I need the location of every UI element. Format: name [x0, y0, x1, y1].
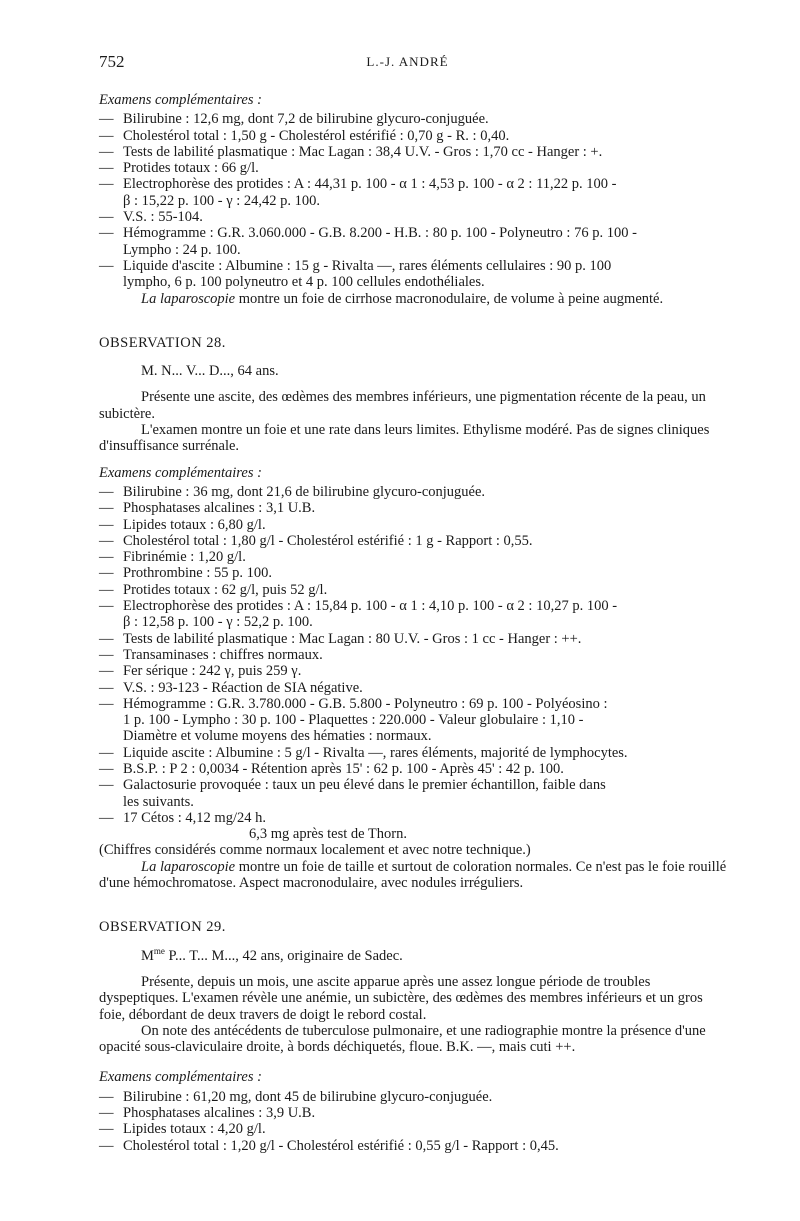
- list-item: — Bilirubine : 61,20 mg, dont 45 de bilirubine glycuro-conjuguée.: [99, 1088, 493, 1105]
- list-item: — V.S. : 55-104.: [99, 209, 203, 226]
- note: (Chiffres considérés comme normaux localement et avec notre technique.): [99, 842, 531, 859]
- list-item: — Protides totaux : 66 g/l.: [99, 160, 259, 177]
- patient-line: $M^{me}$ P... T... M..., 42 ans, originaire de Sadec.: [141, 945, 403, 964]
- list-item: — Fibrinémie : 1,20 g/l.: [99, 549, 246, 566]
- section-title: Examens complémentaires :: [99, 464, 262, 481]
- list-item: — Electrophorèse des protides : A : 15,84 p. 100 - α 1 : 4,10 p. 100 - α 2 : 10,27 p. 100 -: [99, 598, 618, 615]
- list-item: — Bilirubine : 36 mg, dont 21,6 de bilirubine glycuro-conjuguée.: [99, 483, 486, 500]
- list-item-continuation: Diamètre et volume moyens des hématies : normaux.: [123, 728, 432, 745]
- list-item: — Prothrombine : 55 p. 100.: [99, 565, 273, 582]
- list-item: — Transaminases : chiffres normaux.: [99, 646, 323, 663]
- list-item: — Lipides totaux : 4,20 g/l.: [99, 1121, 266, 1138]
- list-item: — Tests de labilité plasmatique : Mac Lagan : 38,4 U.V. - Gros : 1,70 cc - Hanger : +.: [99, 143, 603, 160]
- list-item-continuation: β : 12,58 p. 100 - γ : 52,2 p. 100.: [123, 614, 313, 631]
- observation-title: OBSERVATION 29.: [99, 919, 226, 936]
- paragraph: Présente, depuis un mois, une ascite apparue après une assez longue période de troubles dyspeptiques. L'examen révèle une anémie, un subictère, des œdèmes des membres inférieurs et un gros foie, débordant de deux travers de doigt le rebord costal.: [99, 973, 703, 1023]
- section-title: Examens complémentaires :: [99, 1069, 262, 1086]
- page-body: [99, 92, 729, 1154]
- list-item: — Lipides totaux : 6,80 g/l.: [99, 516, 266, 533]
- running-head: L.-J. ANDRÉ: [366, 54, 449, 69]
- list-item: — Protides totaux : 62 g/l, puis 52 g/l.: [99, 581, 328, 598]
- section-title: Examens complémentaires :: [99, 92, 262, 108]
- list-item: — Fer sérique : 242 γ, puis 259 γ.: [99, 663, 302, 680]
- page-number: 752: [99, 52, 125, 71]
- list-item: — Phosphatases alcalines : 3,1 U.B.: [99, 500, 316, 517]
- paragraph: On note des antécédents de tuberculose pulmonaire, et une radiographie montre la présence d'une opacité sous-claviculaire droite, à bords déchiquetés, floue. B.K. —, mais cuti ++.: [99, 1022, 706, 1056]
- laparoscopy-paragraph: La laparoscopie montre un foie de taille et surtout de coloration normales. Ce n'est pas le foie rouillé d'une hémochromatose. Aspect macronodulaire, avec nodules irréguliers.: [99, 858, 727, 892]
- list-item: — Cholestérol total : 1,50 g - Cholestérol estérifié : 0,70 g - R. : 0,40.: [99, 127, 510, 144]
- list-item-continuation: 6,3 mg après test de Thorn.: [249, 826, 407, 843]
- list-item-continuation: lympho, 6 p. 100 polyneutro et 4 p. 100 cellules endothéliales.: [123, 274, 485, 291]
- list-item: — Phosphatases alcalines : 3,9 U.B.: [99, 1105, 316, 1122]
- list-item: — Cholestérol total : 1,80 g/l - Cholestérol estérifié : 1 g - Rapport : 0,55.: [99, 532, 533, 549]
- paragraph: Présente une ascite, des œdèmes des membres inférieurs, une pigmentation récente de la peau, un subictère.: [99, 389, 706, 422]
- list-item-continuation: 1 p. 100 - Lympho : 30 p. 100 - Plaquettes : 220.000 - Valeur globulaire : 1,10 -: [123, 712, 584, 729]
- paragraph: L'examen montre un foie et une rate dans leurs limites. Ethylisme modéré. Pas de signes cliniques d'insuffisance surrénale.: [99, 422, 710, 455]
- list-item-continuation: β : 15,22 p. 100 - γ : 24,42 p. 100.: [123, 192, 321, 209]
- list-item: — Electrophorèse des protides : A : 44,31 p. 100 - α 1 : 4,53 p. 100 - α 2 : 11,22 p. 100 -: [99, 176, 617, 193]
- list-item: — 17 Cétos : 4,12 mg/24 h.: [99, 809, 266, 826]
- laparoscopy-paragraph: La laparoscopie montre un foie de cirrhose macronodulaire, de volume à peine augmenté.: [141, 290, 664, 307]
- list-item: — V.S. : 93-123 - Réaction de SIA négative.: [99, 679, 363, 696]
- page-header: [99, 52, 716, 74]
- observation-title: OBSERVATION 28.: [99, 334, 226, 351]
- list-item: — Hémogramme : G.R. 3.060.000 - G.B. 8.200 - H.B. : 80 p. 100 - Polyneutro : 76 p. 100 -: [99, 225, 637, 242]
- list-item-continuation: les suivants.: [123, 793, 194, 810]
- list-item: — B.S.P. : P 2 : 0,0034 - Rétention après 15' : 62 p. 100 - Après 45' : 42 p. 100.: [99, 760, 564, 777]
- list-item: — Hémogramme : G.R. 3.780.000 - G.B. 5.800 - Polyneutro : 69 p. 100 - Polyéosino :: [99, 695, 608, 712]
- list-item: — Liquide ascite : Albumine : 5 g/l - Rivalta —, rares éléments, majorité de lymphocytes.: [99, 744, 628, 761]
- list-item: — Bilirubine : 12,6 mg, dont 7,2 de bilirubine glycuro-conjuguée.: [99, 111, 489, 128]
- patient-line: M. N... V... D..., 64 ans.: [141, 363, 279, 380]
- list-item-continuation: Lympho : 24 p. 100.: [123, 241, 241, 258]
- list-item: — Liquide d'ascite : Albumine : 15 g - Rivalta —, rares éléments cellulaires : 90 p. 100: [99, 257, 612, 274]
- list-item: — Galactosurie provoquée : taux un peu élevé dans le premier échantillon, faible dans: [99, 777, 606, 794]
- list-item: — Cholestérol total : 1,20 g/l - Cholestérol estérifié : 0,55 g/l - Rapport : 0,45.: [99, 1137, 559, 1154]
- list-item: — Tests de labilité plasmatique : Mac Lagan : 80 U.V. - Gros : 1 cc - Hanger : ++.: [99, 630, 582, 647]
